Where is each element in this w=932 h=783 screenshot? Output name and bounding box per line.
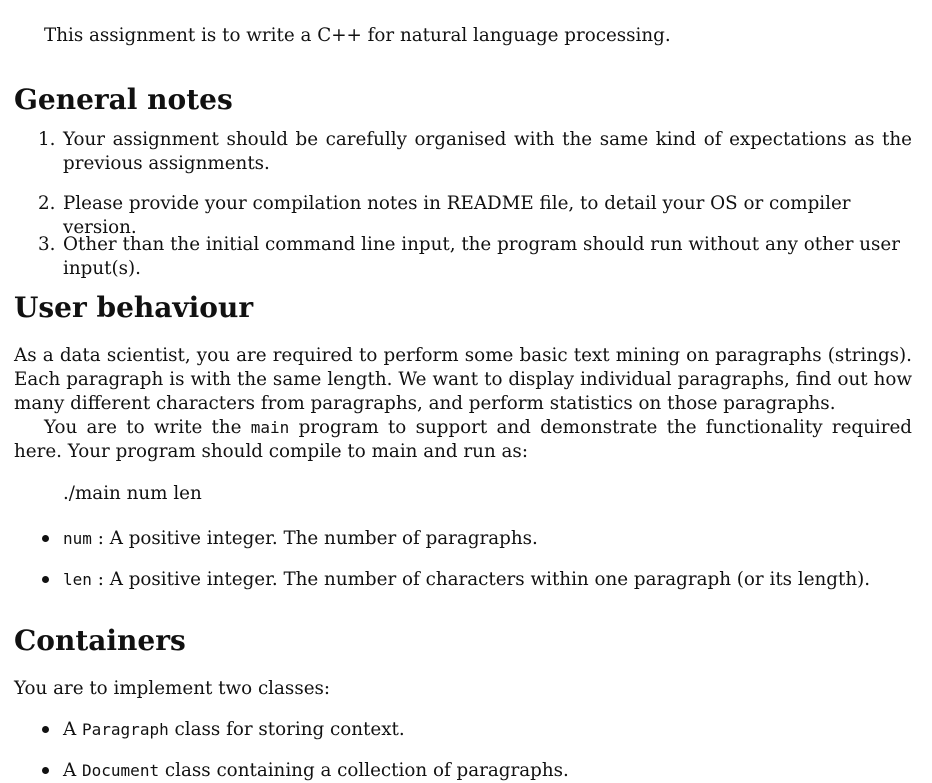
item-text: Other than the initial command line input, the program should run without any other user input(s). xyxy=(63,234,900,279)
general-notes-heading: General notes xyxy=(14,83,233,116)
bullet-icon xyxy=(42,576,49,583)
containers-heading: Containers xyxy=(14,624,186,657)
containers-intro: You are to implement two classes: xyxy=(14,678,331,699)
main-code: main xyxy=(250,418,290,437)
class-code: Paragraph xyxy=(82,720,169,739)
item-text xyxy=(63,568,912,592)
item-suffix: class containing a collection of paragraphs. xyxy=(159,760,569,781)
user-behaviour-heading: User behaviour xyxy=(14,291,254,324)
arg-desc: : A positive integer. The number of paragraphs. xyxy=(91,528,538,549)
item-suffix: class for storing context. xyxy=(168,719,405,740)
arg-code: len xyxy=(63,570,92,589)
class-code: Document xyxy=(82,761,160,780)
para-text: You are to write the xyxy=(44,417,251,438)
item-text xyxy=(63,718,912,742)
user-behaviour-paragraph-1: As a data scientist, you are required to perform some basic text mining on paragraphs (strings). Each paragraph is with the same length. We want to display individual paragraphs, find out how many different characters from paragraphs, and perform statistics on those paragraphs. xyxy=(14,345,912,414)
bullet-icon xyxy=(42,726,49,733)
bullet-icon xyxy=(42,767,49,774)
user-behaviour-paragraph-2 xyxy=(14,416,912,464)
item-prefix: A xyxy=(63,719,83,740)
item-text: Please provide your compilation notes in README file, to detail your OS or compiler version. xyxy=(63,193,851,238)
arg-code: num xyxy=(63,529,92,548)
command-line: ./main num len xyxy=(63,483,202,504)
item-text xyxy=(63,527,912,551)
intro-text: This assignment is to write a C++ for natural language processing. xyxy=(44,25,671,46)
bullet-icon xyxy=(42,535,49,542)
item-number: 2. xyxy=(38,193,56,214)
item-text xyxy=(63,759,912,783)
para-text: program to support and demonstrate the functionality required here. Your program should compile to main and run as: xyxy=(14,417,912,462)
item-prefix: A xyxy=(63,760,83,781)
item-number: 3. xyxy=(38,234,56,255)
item-number: 1. xyxy=(38,129,56,150)
arg-desc: : A positive integer. The number of characters within one paragraph (or its length). xyxy=(91,569,871,590)
item-text: Your assignment should be carefully organised with the same kind of expectations as the previous assignments. xyxy=(63,129,912,174)
